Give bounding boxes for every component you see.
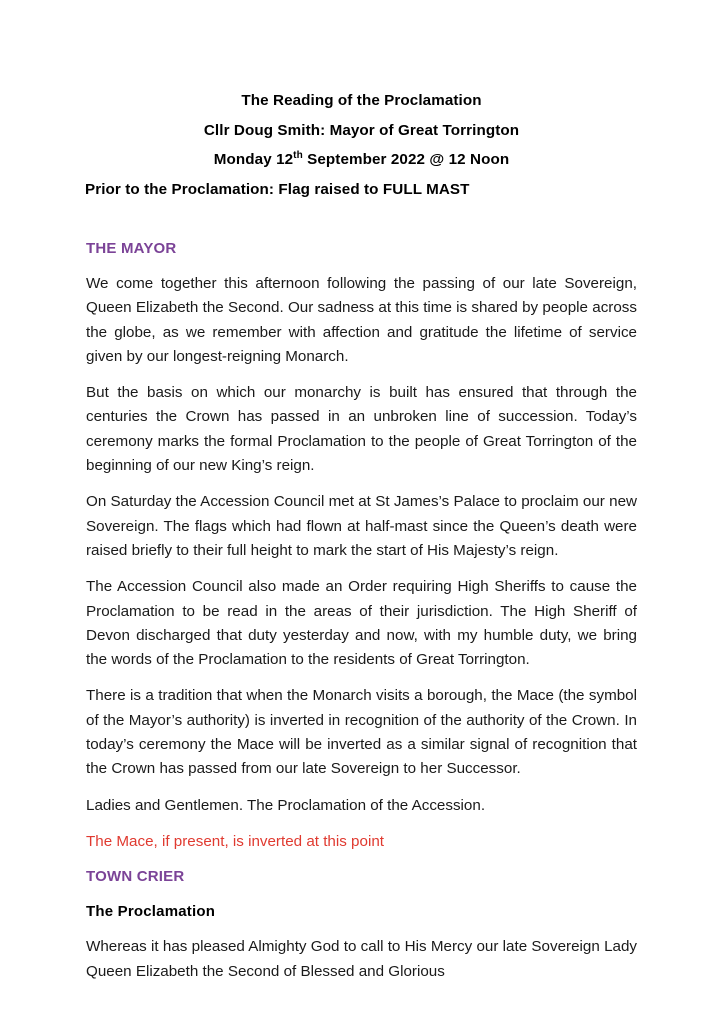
header-flag-instruction: Prior to the Proclamation: Flag raised to FULL MAST <box>85 180 470 198</box>
header-date-ordinal-suffix: th <box>293 149 303 161</box>
mayor-paragraph-5: There is a tradition that when the Monarch visits a borough, the Mace (the symbol of the Mayor’s authority) is inverted in recognition of the authority of the Crown. In today’s ceremony the Mace will be inverted as a similar signal of recognition that the Crown has passed from our late Sovereign to her Successor. <box>86 687 637 778</box>
header-title-line: The Reading of the Proclamation <box>241 92 482 109</box>
mayor-closing-line: Ladies and Gentlemen. The Proclamation of the Accession. <box>86 796 486 814</box>
header-body-spacer <box>86 204 637 237</box>
mayor-paragraph-3: On Saturday the Accession Council met at St James’s Palace to proclaim our new Sovereign. The flags which had flown at half-mast since the Queen’s death were raised briefly to their full height to mark the start of His Majesty’s reign. <box>86 493 637 559</box>
stage-direction-mace-inverted: The Mace, if present, is inverted at this point <box>86 832 384 850</box>
town-crier-section <box>86 865 637 984</box>
subheading-the-proclamation: The Proclamation <box>86 903 216 921</box>
header-date-prefix: Monday 12 <box>213 151 294 168</box>
header-date-suffix: September 2022 @ 12 Noon <box>302 151 510 168</box>
mayor-section <box>86 237 637 818</box>
mayor-paragraph-2: But the basis on which our monarchy is built has ensured that through the centuries the Crown has passed in an unbroken line of succession. Today’s ceremony marks the formal Proclamation to the people of Great Torrington of the beginning of our new King’s reign. <box>86 384 637 475</box>
mayor-paragraph-4: The Accession Council also made an Order requiring High Sheriffs to cause the Proclamation to be read in the areas of their jurisdiction. The High Sheriff of Devon discharged that duty yesterday and now, with my humble duty, we bring the words of the Proclamation to the residents of Great Torrington. <box>86 578 637 669</box>
section-heading-town-crier: TOWN CRIER <box>86 868 185 886</box>
proclamation-paragraph-1: Whereas it has pleased Almighty God to call to His Mercy our late Sovereign Lady Queen Elizabeth the Second of Blessed and Glorious <box>86 938 637 980</box>
header-mayor-line: Cllr Doug Smith: Mayor of Great Torrington <box>203 121 520 139</box>
mayor-paragraph-1: We come together this afternoon following the passing of our late Sovereign, Queen Elizabeth the Second. Our sadness at this time is shared by people across the globe, as we remember with affection and gratitude the lifetime of service given by our longest-reigning Monarch. <box>86 275 637 365</box>
section-heading-the-mayor: THE MAYOR <box>86 240 177 257</box>
document-header <box>86 86 637 204</box>
header-date-line <box>86 145 637 175</box>
